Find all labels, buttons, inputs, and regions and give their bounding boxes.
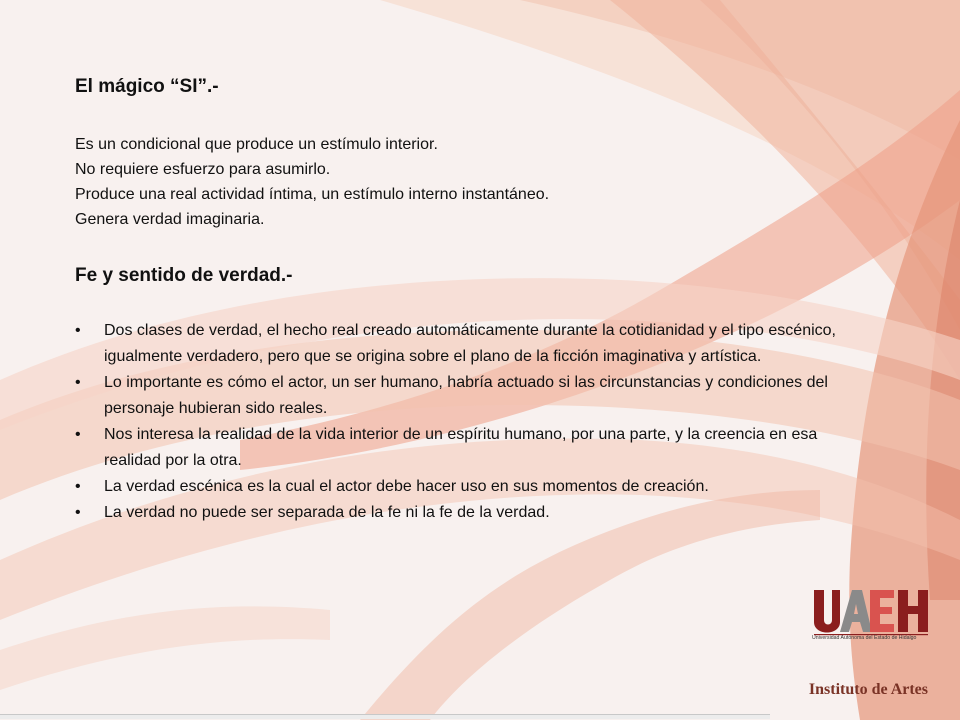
- bullet-text: La verdad no puede ser separada de la fe ni la fe de la verdad.: [104, 504, 550, 521]
- logo-caption: Universidad Autónoma del Estado de Hidalgo: [812, 635, 917, 641]
- institute-footer: Instituto de Artes: [808, 681, 928, 698]
- bullet-icon: •: [75, 426, 81, 443]
- bullet-icon: •: [75, 478, 81, 495]
- bullet-icon: •: [75, 322, 81, 339]
- section-1-line: Es un condicional que produce un estímulo interior.: [75, 136, 438, 153]
- section-2-heading: Fe y sentido de verdad.-: [75, 265, 293, 286]
- section-1-body: [75, 132, 855, 232]
- bullet-item: [75, 318, 875, 370]
- bullet-text: La verdad escénica es la cual el actor debe hacer uso en sus momentos de creación.: [104, 478, 709, 495]
- bullet-item: [75, 500, 875, 526]
- bullet-icon: •: [75, 504, 81, 521]
- bullet-item: [75, 474, 875, 500]
- window-bottom-bar: [0, 714, 770, 719]
- bullet-text: Dos clases de verdad, el hecho real creado automáticamente durante la cotidianidad y el tipo escénico, igualmente verdadero, pero que se origina sobre el plano de la ficción imaginativa y artística.: [104, 322, 836, 365]
- section-1-line: Produce una real actividad íntima, un estímulo interno instantáneo.: [75, 186, 550, 203]
- section-1-heading: El mágico “SI”.-: [75, 76, 219, 97]
- bullet-text: Nos interesa la realidad de la vida interior de un espíritu humano, por una parte, y la creencia en esa realidad por la otra.: [104, 426, 818, 469]
- bullet-item: [75, 422, 875, 474]
- bullet-item: [75, 370, 875, 422]
- section-2-bullet-list: [75, 318, 875, 526]
- bullet-icon: •: [75, 374, 81, 391]
- section-1-line: No requiere esfuerzo para asumirlo.: [75, 161, 331, 178]
- section-1-line: Genera verdad imaginaria.: [75, 211, 265, 228]
- bullet-text: Lo importante es cómo el actor, un ser humano, habría actuado si las circunstancias y condiciones del personaje hubieran sido reales.: [104, 374, 828, 417]
